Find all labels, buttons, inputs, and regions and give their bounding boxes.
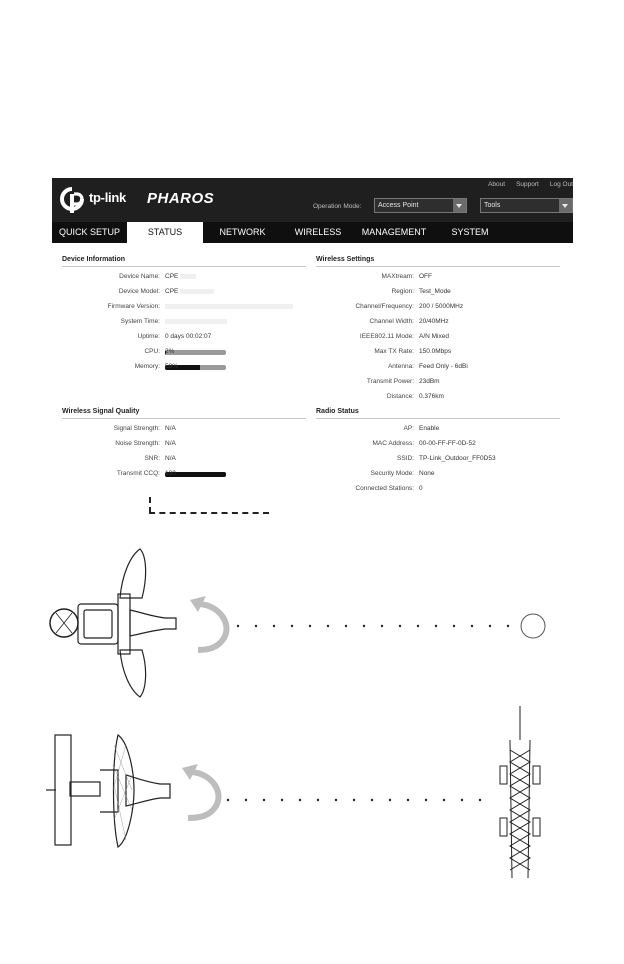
tab-quick-setup[interactable]: QUICK SETUP [58,227,120,237]
signal-dotted-line [237,625,509,627]
tools-value: Tools [484,202,501,209]
wireless-setting-label: Max TX Rate: [374,348,414,355]
rotate-arrow-icon [198,604,227,650]
firmware-version-row: Firmware Version: [62,303,306,313]
radio-status-label: SSID: [397,455,414,462]
signal-strength-row: Signal Strength: N/A [113,425,176,432]
wireless-setting-label: Channel Width: [369,318,414,325]
radio-status-label: AP: [403,425,414,432]
device-model-row: Device Model: CPE [62,288,306,298]
remote-target-icon [521,614,545,638]
wireless-setting-value: 20/40MHz [419,318,449,325]
noise-strength-row: Noise Strength: N/A [115,440,176,447]
radio-status-label: Connected Stations: [355,485,414,492]
wireless-setting-value: 23dBm [419,378,440,385]
signal-quality-title: Wireless Signal Quality [62,408,306,419]
operation-mode-value: Access Point [378,202,419,209]
radio-status-label: MAC Address: [372,440,414,447]
radio-status-value: Enable [419,425,440,432]
wireless-setting-value: 150.0Mbps [419,348,452,355]
wireless-setting-value: 200 / 5000MHz [419,303,464,310]
logout-link[interactable]: Log Out [549,181,573,188]
wireless-setting-label: Antenna: [387,363,414,370]
about-link[interactable]: About [488,181,506,188]
uptime-row: Uptime: 0 days 00:02:07 [137,333,212,340]
radio-status-value: 00-00-FF-FF-0D-52 [419,440,476,447]
wireless-setting-value: 0.376km [419,393,444,400]
signal-dotted-line [227,799,481,801]
radio-status-title: Radio Status [316,408,560,419]
wireless-setting-label: IEEE802.11 Mode: [359,333,414,340]
radio-tower-icon [500,706,540,878]
wireless-setting-label: MAXtream: [381,273,414,280]
transmit-ccq-row: Transmit CCQ: 100 [62,470,306,480]
operation-mode-label: Operation Mode: [313,203,362,210]
snr-row: SNR: N/A [144,455,176,462]
device-information-title: Device Information [62,256,306,267]
wireless-setting-label: Transmit Power: [366,378,414,385]
wireless-setting-value: Feed Only - 6dBi [419,363,468,370]
brand-name: tp-link [89,190,126,205]
radio-status-label: Security Mode: [370,470,414,477]
memory-row: Memory: 58% [62,363,306,373]
radio-status-value: 0 [419,485,423,492]
radio-status-value: TP-Link_Outdoor_FF0D53 [419,455,496,462]
tab-status[interactable]: STATUS [127,222,203,243]
wireless-setting-label: Distance: [386,393,414,400]
wireless-setting-label: Channel/Frequency: [355,303,414,310]
wireless-setting-value: OFF [419,273,432,280]
radio-status-value: None [419,470,435,477]
wireless-setting-value: A/N Mixed [419,333,449,340]
cpu-row: CPU: 2% [62,348,306,358]
wireless-settings-title: Wireless Settings [316,256,560,267]
rotate-arrow-icon [188,772,219,818]
wireless-setting-value: Test_Mode [419,288,451,295]
support-link[interactable]: Support [516,181,539,188]
cpe-device-bottom-icon [46,735,170,847]
system-time-row: System Time: [62,318,306,328]
product-name: PHAROS [147,190,215,207]
wireless-setting-label: Region: [391,288,414,295]
tab-wireless[interactable]: WIRELESS [294,227,342,237]
tab-network[interactable]: NETWORK [219,227,266,237]
tab-system[interactable]: SYSTEM [451,227,489,237]
tab-management[interactable]: MANAGEMENT [361,227,427,237]
device-name-row: Device Name: CPE [62,273,306,283]
cpe-device-top-icon [50,549,176,697]
